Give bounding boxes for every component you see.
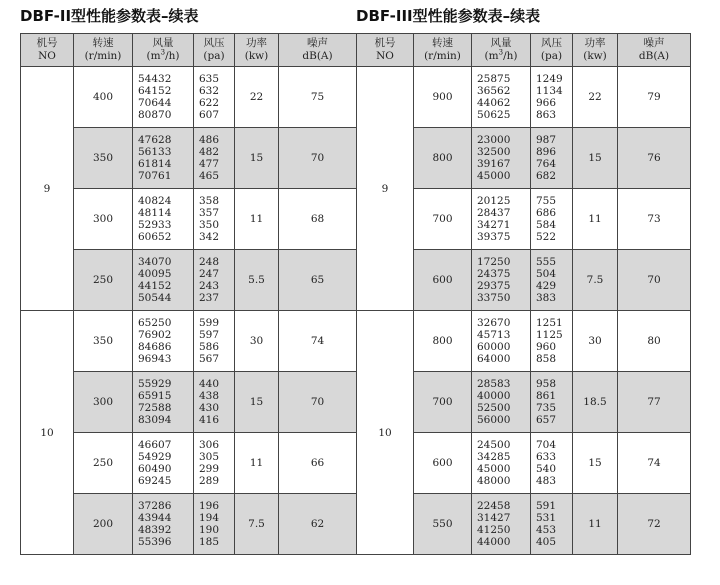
header-machine-no: 机号 NO (21, 34, 74, 67)
speed-cell: 250 (74, 433, 133, 494)
power-cell: 11 (573, 494, 618, 555)
pressure-cell: 486 482 477 465 (194, 128, 235, 189)
noise-cell: 65 (279, 250, 357, 311)
noise-cell: 66 (279, 433, 357, 494)
table-title-dbf-iii: DBF-III型性能参数表–续表 (356, 7, 541, 25)
noise-cell: 80 (618, 311, 691, 372)
power-cell: 15 (235, 128, 279, 189)
power-cell: 15 (573, 128, 618, 189)
header-power: 功率 (kw) (573, 34, 618, 67)
airflow-cell: 65250 76902 84686 96943 (133, 311, 194, 372)
noise-cell: 62 (279, 494, 357, 555)
airflow-cell: 17250 24375 29375 33750 (472, 250, 531, 311)
table-row (357, 311, 691, 372)
speed-cell: 600 (414, 433, 472, 494)
pressure-cell: 987 896 764 682 (531, 128, 573, 189)
speed-cell: 700 (414, 189, 472, 250)
pressure-cell: 704 633 540 483 (531, 433, 573, 494)
airflow-cell: 24500 34285 45000 48000 (472, 433, 531, 494)
power-cell: 5.5 (235, 250, 279, 311)
speed-cell: 900 (414, 67, 472, 128)
power-cell: 22 (235, 67, 279, 128)
speed-cell: 600 (414, 250, 472, 311)
airflow-cell: 25875 36562 44062 50625 (472, 67, 531, 128)
airflow-cell: 46607 54929 60490 69245 (133, 433, 194, 494)
speed-cell: 350 (74, 128, 133, 189)
airflow-cell: 47628 56133 61814 70761 (133, 128, 194, 189)
noise-cell: 70 (279, 372, 357, 433)
header-row (357, 34, 691, 67)
noise-cell: 74 (279, 311, 357, 372)
power-cell: 30 (573, 311, 618, 372)
speed-cell: 800 (414, 128, 472, 189)
airflow-cell: 23000 32500 39167 45000 (472, 128, 531, 189)
airflow-cell: 40824 48114 52933 60652 (133, 189, 194, 250)
pressure-cell: 635 632 622 607 (194, 67, 235, 128)
speed-cell: 300 (74, 189, 133, 250)
performance-table-dbf-ii (20, 33, 357, 555)
pressure-cell: 591 531 453 405 (531, 494, 573, 555)
airflow-cell: 34070 40095 44152 50544 (133, 250, 194, 311)
noise-cell: 70 (618, 250, 691, 311)
machine-no-cell: 9 (21, 67, 74, 311)
airflow-cell: 37286 43944 48392 55396 (133, 494, 194, 555)
noise-cell: 75 (279, 67, 357, 128)
table-row (357, 67, 691, 128)
power-cell: 11 (235, 433, 279, 494)
pressure-cell: 755 686 584 522 (531, 189, 573, 250)
airflow-cell: 22458 31427 41250 44000 (472, 494, 531, 555)
noise-cell: 73 (618, 189, 691, 250)
pressure-cell: 440 438 430 416 (194, 372, 235, 433)
power-cell: 15 (573, 433, 618, 494)
pressure-cell: 1249 1134 966 863 (531, 67, 573, 128)
speed-cell: 350 (74, 311, 133, 372)
header-row (21, 34, 357, 67)
header-pressure: 风压 (pa) (531, 34, 573, 67)
noise-cell: 70 (279, 128, 357, 189)
pressure-cell: 248 247 243 237 (194, 250, 235, 311)
power-cell: 22 (573, 67, 618, 128)
table-title-dbf-ii: DBF-II型性能参数表–续表 (20, 7, 199, 25)
noise-cell: 76 (618, 128, 691, 189)
header-power: 功率 (kw) (235, 34, 279, 67)
pressure-cell: 555 504 429 383 (531, 250, 573, 311)
pressure-cell: 1251 1125 960 858 (531, 311, 573, 372)
noise-cell: 68 (279, 189, 357, 250)
airflow-cell: 54432 64152 70644 80870 (133, 67, 194, 128)
power-cell: 18.5 (573, 372, 618, 433)
machine-no-cell: 10 (21, 311, 74, 555)
noise-cell: 79 (618, 67, 691, 128)
power-cell: 11 (573, 189, 618, 250)
speed-cell: 400 (74, 67, 133, 128)
pressure-cell: 358 357 350 342 (194, 189, 235, 250)
power-cell: 11 (235, 189, 279, 250)
machine-no-cell: 10 (357, 311, 414, 555)
pressure-cell: 196 194 190 185 (194, 494, 235, 555)
header-speed: 转速 (r/min) (414, 34, 472, 67)
header-airflow: 风量 $(m^3/h)$ (133, 34, 194, 67)
power-cell: 30 (235, 311, 279, 372)
header-noise: 噪声 dB(A) (279, 34, 357, 67)
speed-cell: 700 (414, 372, 472, 433)
machine-no-cell: 9 (357, 67, 414, 311)
header-airflow: 风量 $(m^3/h)$ (472, 34, 531, 67)
speed-cell: 300 (74, 372, 133, 433)
pressure-cell: 306 305 299 289 (194, 433, 235, 494)
pressure-cell: 958 861 735 657 (531, 372, 573, 433)
header-machine-no: 机号 NO (357, 34, 414, 67)
header-noise: 噪声 dB(A) (618, 34, 691, 67)
airflow-cell: 28583 40000 52500 56000 (472, 372, 531, 433)
airflow-cell: 20125 28437 34271 39375 (472, 189, 531, 250)
speed-cell: 800 (414, 311, 472, 372)
pressure-cell: 599 597 586 567 (194, 311, 235, 372)
performance-table-dbf-iii (356, 33, 691, 555)
header-speed: 转速 (r/min) (74, 34, 133, 67)
noise-cell: 77 (618, 372, 691, 433)
power-cell: 7.5 (573, 250, 618, 311)
table-row (21, 67, 357, 128)
power-cell: 7.5 (235, 494, 279, 555)
power-cell: 15 (235, 372, 279, 433)
table-row (21, 311, 357, 372)
airflow-cell: 32670 45713 60000 64000 (472, 311, 531, 372)
speed-cell: 200 (74, 494, 133, 555)
speed-cell: 550 (414, 494, 472, 555)
header-pressure: 风压 (pa) (194, 34, 235, 67)
speed-cell: 250 (74, 250, 133, 311)
noise-cell: 74 (618, 433, 691, 494)
noise-cell: 72 (618, 494, 691, 555)
airflow-cell: 55929 65915 72588 83094 (133, 372, 194, 433)
